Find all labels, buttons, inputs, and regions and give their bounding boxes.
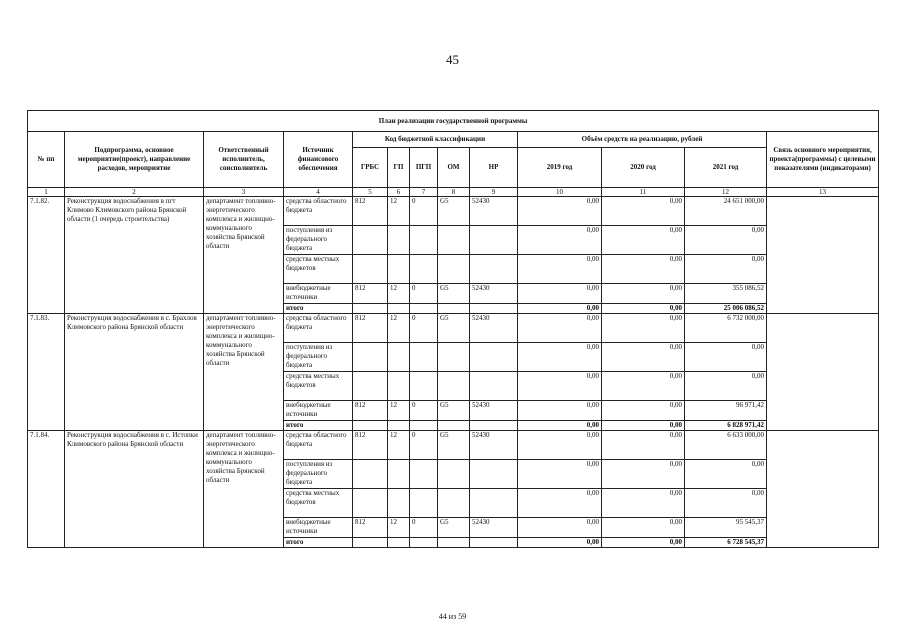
entry-number: 7.1.84. <box>28 431 65 548</box>
code-empty <box>470 304 518 314</box>
code-gp: 12 <box>388 518 410 538</box>
amount-y2020: 0,00 <box>602 343 685 372</box>
page-number: 45 <box>446 52 459 67</box>
code-grbs <box>353 372 388 401</box>
entry-responsible: департамент топливно-энергетического комплекса и жилищно-коммунального хозяйства Брянской области <box>204 431 284 548</box>
code-nr <box>470 343 518 372</box>
column-number: 8 <box>438 188 470 197</box>
amount-y2020: 0,00 <box>602 489 685 518</box>
code-nr: 52430 <box>470 518 518 538</box>
code-om: G5 <box>438 518 470 538</box>
code-empty <box>438 304 470 314</box>
code-gp <box>388 343 410 372</box>
source-label: средства областного бюджета <box>284 314 353 343</box>
total-y2021: 25 006 086,52 <box>685 304 767 314</box>
code-nr: 52430 <box>470 401 518 421</box>
header-grbs: ГРБС <box>353 148 388 188</box>
amount-y2019: 0,00 <box>518 255 602 284</box>
code-grbs <box>353 489 388 518</box>
code-gp: 12 <box>388 284 410 304</box>
code-pgp: 0 <box>410 401 438 421</box>
header-budget-code: Код бюджетной классификации <box>353 132 518 148</box>
amount-y2019: 0,00 <box>518 431 602 460</box>
code-empty <box>353 538 388 548</box>
source-label: внебюджетные источники <box>284 401 353 421</box>
amount-y2020: 0,00 <box>602 314 685 343</box>
code-grbs: 812 <box>353 197 388 226</box>
code-empty <box>388 538 410 548</box>
code-om: G5 <box>438 314 470 343</box>
code-grbs: 812 <box>353 518 388 538</box>
code-gp <box>388 460 410 489</box>
amount-y2019: 0,00 <box>518 284 602 304</box>
amount-y2021: 95 545,37 <box>685 518 767 538</box>
code-nr: 52430 <box>470 431 518 460</box>
entry-number: 7.1.82. <box>28 197 65 314</box>
code-om: G5 <box>438 431 470 460</box>
source-label: средства областного бюджета <box>284 197 353 226</box>
code-empty <box>470 538 518 548</box>
amount-y2021: 6 732 000,00 <box>685 314 767 343</box>
column-number: 6 <box>388 188 410 197</box>
column-number: 10 <box>518 188 602 197</box>
code-nr <box>470 226 518 255</box>
amount-y2020: 0,00 <box>602 226 685 255</box>
code-pgp <box>410 226 438 255</box>
code-empty <box>410 304 438 314</box>
indicator-link <box>767 431 879 548</box>
code-grbs <box>353 226 388 255</box>
header-2019: 2019 год <box>518 148 602 188</box>
code-nr <box>470 460 518 489</box>
total-y2020: 0,00 <box>602 304 685 314</box>
source-label: внебюджетные источники <box>284 518 353 538</box>
code-pgp <box>410 343 438 372</box>
total-y2021: 6 828 971,42 <box>685 421 767 431</box>
amount-y2019: 0,00 <box>518 197 602 226</box>
code-gp <box>388 372 410 401</box>
code-empty <box>470 421 518 431</box>
column-number: 3 <box>204 188 284 197</box>
amount-y2021: 24 651 000,00 <box>685 197 767 226</box>
amount-y2019: 0,00 <box>518 372 602 401</box>
entry-name: Реконструкция водоснабжения в с. Брахлов Климовского района Брянской области <box>65 314 204 431</box>
code-om <box>438 372 470 401</box>
code-empty <box>438 538 470 548</box>
code-nr: 52430 <box>470 197 518 226</box>
code-empty <box>410 421 438 431</box>
entry-name: Реконструкция водоснабжения в с. Истопки Климовского района Брянской области <box>65 431 204 548</box>
total-y2020: 0,00 <box>602 421 685 431</box>
column-number: 7 <box>410 188 438 197</box>
source-label: поступления из федерального бюджета <box>284 343 353 372</box>
header-pgp: ПГП <box>410 148 438 188</box>
indicator-link <box>767 314 879 431</box>
code-empty <box>388 304 410 314</box>
code-grbs: 812 <box>353 401 388 421</box>
source-label: итого <box>284 421 353 431</box>
code-om: G5 <box>438 401 470 421</box>
header-2021: 2021 год <box>685 148 767 188</box>
page-footer: 44 из 59 <box>438 612 467 621</box>
entry-responsible: департамент топливно-энергетического комплекса и жилищно-коммунального хозяйства Брянской области <box>204 314 284 431</box>
amount-y2020: 0,00 <box>602 518 685 538</box>
amount-y2021: 355 086,52 <box>685 284 767 304</box>
code-nr: 52430 <box>470 284 518 304</box>
code-pgp: 0 <box>410 197 438 226</box>
code-pgp: 0 <box>410 314 438 343</box>
code-empty <box>353 304 388 314</box>
code-pgp: 0 <box>410 284 438 304</box>
total-y2019: 0,00 <box>518 304 602 314</box>
amount-y2020: 0,00 <box>602 431 685 460</box>
column-number-row <box>28 188 879 197</box>
code-om <box>438 343 470 372</box>
amount-y2021: 0,00 <box>685 343 767 372</box>
column-number: 13 <box>767 188 879 197</box>
entry-number: 7.1.83. <box>28 314 65 431</box>
amount-y2019: 0,00 <box>518 401 602 421</box>
amount-y2019: 0,00 <box>518 226 602 255</box>
amount-y2019: 0,00 <box>518 343 602 372</box>
source-label: средства местных бюджетов <box>284 489 353 518</box>
header-subprogram: Подпрограмма, основное мероприятие(проект), направление расходов, мероприятие <box>65 132 204 188</box>
code-empty <box>438 421 470 431</box>
column-number: 12 <box>685 188 767 197</box>
header-nr: НР <box>470 148 518 188</box>
source-label: итого <box>284 538 353 548</box>
amount-y2020: 0,00 <box>602 401 685 421</box>
code-gp <box>388 226 410 255</box>
source-label: средства местных бюджетов <box>284 372 353 401</box>
code-nr <box>470 255 518 284</box>
code-gp <box>388 255 410 284</box>
amount-y2019: 0,00 <box>518 314 602 343</box>
total-y2020: 0,00 <box>602 538 685 548</box>
amount-y2021: 6 633 000,00 <box>685 431 767 460</box>
amount-y2021: 0,00 <box>685 489 767 518</box>
source-label: поступления из федерального бюджета <box>284 226 353 255</box>
table-row <box>28 197 879 226</box>
program-plan-table <box>27 110 879 548</box>
amount-y2021: 0,00 <box>685 460 767 489</box>
code-om <box>438 460 470 489</box>
code-pgp <box>410 255 438 284</box>
code-grbs <box>353 460 388 489</box>
header-source: Источник финансового обеспечения <box>284 132 353 188</box>
amount-y2021: 0,00 <box>685 372 767 401</box>
code-empty <box>410 538 438 548</box>
code-pgp <box>410 372 438 401</box>
header-om: ОМ <box>438 148 470 188</box>
total-y2019: 0,00 <box>518 421 602 431</box>
source-label: средства местных бюджетов <box>284 255 353 284</box>
code-om <box>438 226 470 255</box>
code-empty <box>353 421 388 431</box>
column-number: 1 <box>28 188 65 197</box>
amount-y2019: 0,00 <box>518 460 602 489</box>
code-nr: 52430 <box>470 314 518 343</box>
column-number: 5 <box>353 188 388 197</box>
code-empty <box>388 421 410 431</box>
source-label: итого <box>284 304 353 314</box>
code-grbs <box>353 255 388 284</box>
code-gp: 12 <box>388 401 410 421</box>
column-number: 11 <box>602 188 685 197</box>
code-nr <box>470 372 518 401</box>
code-pgp <box>410 489 438 518</box>
entry-name: Реконструкция водоснабжения в пгт Климово Климовского района Брянской области (1 очередь строительства) <box>65 197 204 314</box>
code-gp: 12 <box>388 314 410 343</box>
code-pgp: 0 <box>410 431 438 460</box>
code-om: G5 <box>438 284 470 304</box>
indicator-link <box>767 197 879 314</box>
source-label: поступления из федерального бюджета <box>284 460 353 489</box>
amount-y2019: 0,00 <box>518 518 602 538</box>
header-num: № пп <box>28 132 65 188</box>
code-pgp: 0 <box>410 518 438 538</box>
code-gp: 12 <box>388 197 410 226</box>
code-grbs: 812 <box>353 284 388 304</box>
table-title: План реализации государственной программы <box>28 111 879 132</box>
code-gp <box>388 489 410 518</box>
amount-y2020: 0,00 <box>602 197 685 226</box>
code-nr <box>470 489 518 518</box>
code-om <box>438 489 470 518</box>
code-grbs <box>353 343 388 372</box>
source-label: внебюджетные источники <box>284 284 353 304</box>
amount-y2020: 0,00 <box>602 255 685 284</box>
code-om: G5 <box>438 197 470 226</box>
amount-y2020: 0,00 <box>602 460 685 489</box>
amount-y2019: 0,00 <box>518 489 602 518</box>
amount-y2021: 96 971,42 <box>685 401 767 421</box>
total-y2019: 0,00 <box>518 538 602 548</box>
amount-y2021: 0,00 <box>685 255 767 284</box>
header-responsible: Ответственный исполнитель, соисполнитель <box>204 132 284 188</box>
total-y2021: 6 728 545,37 <box>685 538 767 548</box>
header-volume: Объём средств на реализацию, рублей <box>518 132 767 148</box>
code-pgp <box>410 460 438 489</box>
header-2020: 2020 год <box>602 148 685 188</box>
code-gp: 12 <box>388 431 410 460</box>
table-row <box>28 314 879 343</box>
header-gp: ГП <box>388 148 410 188</box>
code-grbs: 812 <box>353 431 388 460</box>
column-number: 4 <box>284 188 353 197</box>
header-link: Связь основного мероприятия, проекта(программы) с целевыми показателями (индикаторами) <box>767 132 879 188</box>
column-number: 9 <box>470 188 518 197</box>
amount-y2021: 0,00 <box>685 226 767 255</box>
column-number: 2 <box>65 188 204 197</box>
code-om <box>438 255 470 284</box>
table-row <box>28 431 879 460</box>
source-label: средства областного бюджета <box>284 431 353 460</box>
amount-y2020: 0,00 <box>602 284 685 304</box>
amount-y2020: 0,00 <box>602 372 685 401</box>
code-grbs: 812 <box>353 314 388 343</box>
entries-body <box>28 197 879 548</box>
entry-responsible: департамент топливно-энергетического комплекса и жилищно-коммунального хозяйства Брянской области <box>204 197 284 314</box>
